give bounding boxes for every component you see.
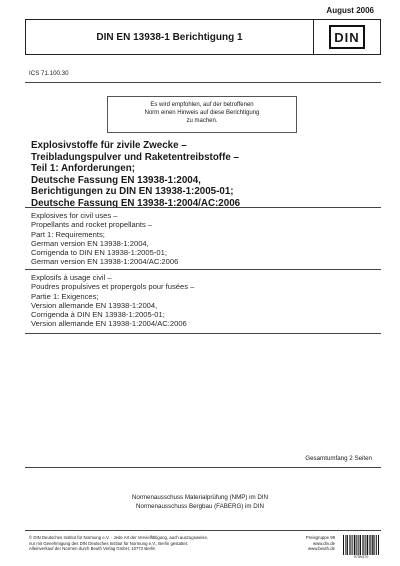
din-website-link[interactable]: www.din.de [313,540,335,546]
committee-line: Normenausschuss Bergbau (FABERG) im DIN [136,503,264,510]
divider-rule [25,207,381,208]
price-info [306,535,335,552]
title-line: Version allemande EN 13938-1:2004, [31,300,158,310]
title-line: German version EN 13938-1:2004/AC:2006 [31,257,179,267]
ics-code: ICS 71.100.30 [29,70,69,77]
committee-line: Normenausschuss Materialprüfung (NMP) im DIN [131,494,269,501]
copyright-line: nur mit Genehmigung des DIN Deutsches Institut für Normung e.V., Berlin gestattet. [29,540,189,546]
notice-line: Es wird empfohlen, auf der betroffenen [150,102,254,108]
title-line: Treibladungspulver und Raketentreibstoffe – [31,151,239,163]
publication-date: August 2006 [326,6,374,15]
divider-rule [25,333,381,334]
title-line: Explosives for civil uses – [31,211,118,220]
title-line: Explosifs à usage civil – [31,273,112,282]
title-line: Poudres propulsives et propergols pour fusées – [31,282,195,292]
notice-box [107,96,297,133]
beuth-website-link[interactable]: www.beuth.de [308,546,335,552]
barcode-icon [343,535,379,555]
divider-rule [25,269,381,270]
title-line: Teil 1: Anforderungen; [31,163,135,175]
copyright-line: Alleinverkauf der Normen durch Beuth Verlag GmbH, 10772 Berlin [29,546,156,552]
title-line: Deutsche Fassung EN 13938-1:2004, [31,174,201,186]
divider-rule [25,530,381,531]
title-line: Corrigenda à DIN EN 13938-1:2005-01; [31,310,165,320]
notice-line: zu machen. [186,118,218,124]
german-title [31,140,376,210]
title-line: Propellants and rocket propellants – [31,220,153,230]
title-line: Part 1: Requirements; [31,229,105,239]
title-line: Explosivstoffe für zivile Zwecke – [31,140,187,151]
divider-rule [25,467,381,468]
header-divider [313,20,314,54]
title-line: Version allemande EN 13938-1:2004/AC:2006 [31,319,187,329]
divider-rule [25,82,381,83]
copyright-notice [29,535,299,552]
title-line: Berichtigungen zu DIN EN 13938-1:2005-01; [31,186,234,198]
english-title [31,211,376,267]
french-title [31,273,376,329]
din-logo: DIN [329,25,365,49]
price-group: Preisgruppe 99 [305,535,335,540]
copyright-line: © DIN Deutsches Institut für Normung e.V. · Jede Art der Vervielfältigung, auch auszugsweise, [29,535,209,540]
title-line: Corrigenda to DIN EN 13938-1:2005-01; [31,248,167,258]
title-line: German version EN 13938-1:2004, [31,238,149,248]
title-line: Deutsche Fassung EN 13938-1:2004/AC:2006 [31,197,241,209]
title-line: Partie 1: Exigences; [31,291,99,301]
barcode-number: 9759370 [353,555,369,559]
committees [0,493,400,511]
document-title: DIN EN 13938-1 Berichtigung 1 [96,31,243,43]
header-box [25,19,381,55]
notice-line: Norm einen Hinweis auf diese Berichtigung [144,110,260,116]
total-pages: Gesamtumfang 2 Seiten [305,455,372,462]
